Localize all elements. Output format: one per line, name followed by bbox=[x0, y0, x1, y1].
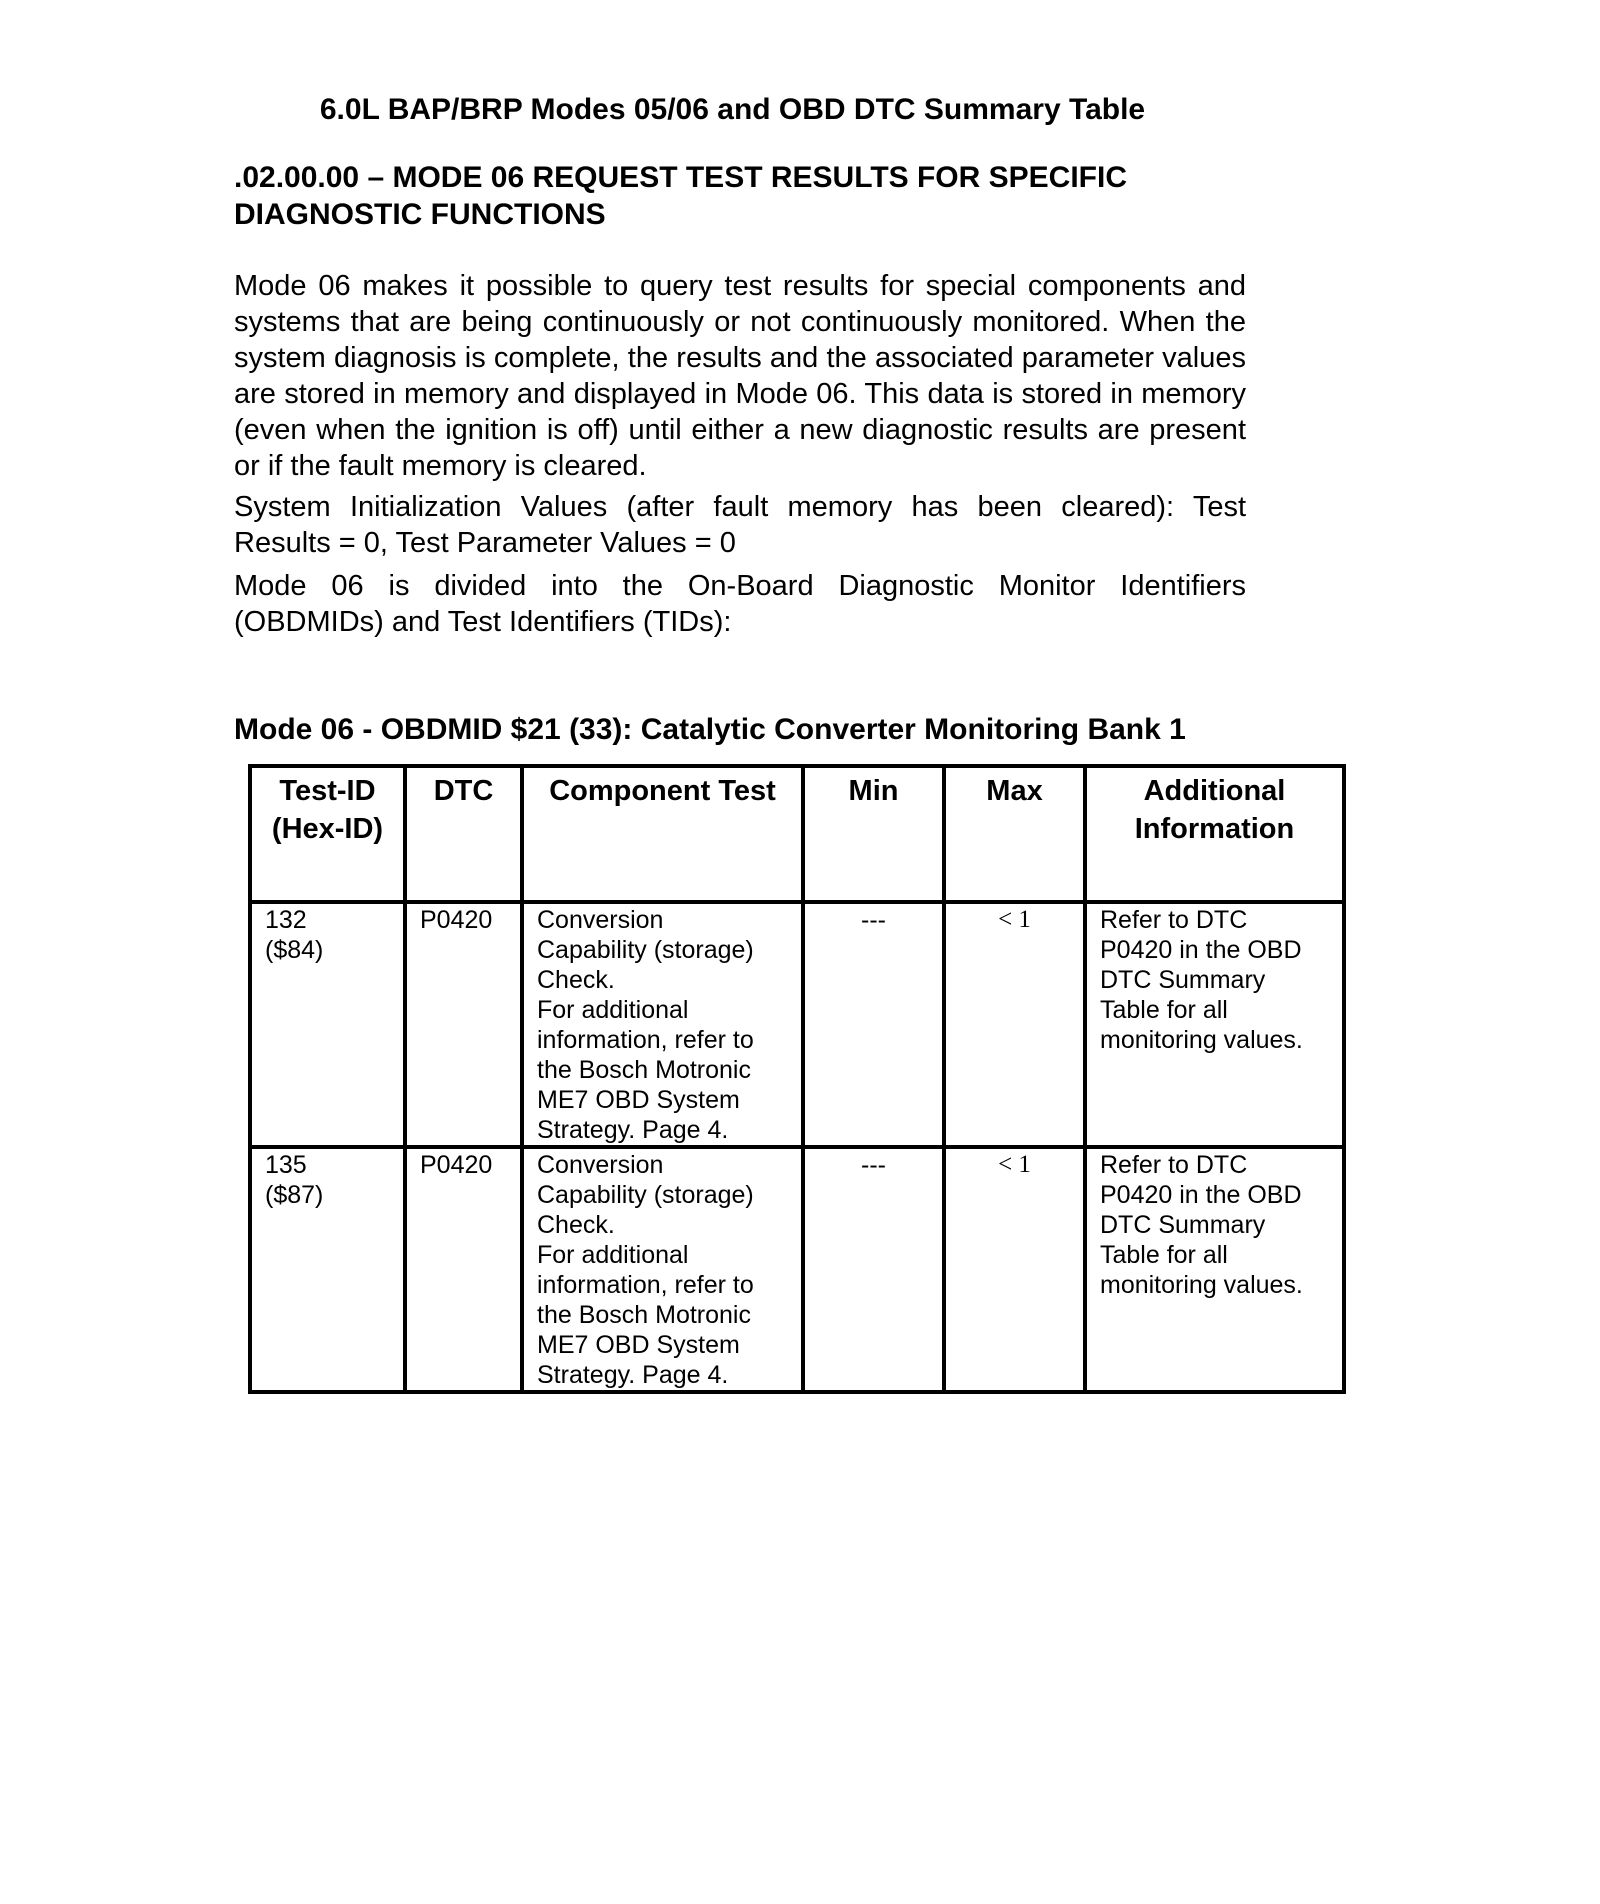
component-test-line: the Bosch Motronic bbox=[537, 1056, 751, 1084]
additional-info-line: Refer to DTC bbox=[1100, 906, 1248, 934]
header-component-test-label: Component Test bbox=[549, 775, 776, 807]
hex-id-value: ($84) bbox=[265, 936, 324, 964]
max-value: < 1 bbox=[998, 906, 1031, 933]
component-test-line: ME7 OBD System bbox=[537, 1086, 740, 1114]
test-results-table bbox=[248, 764, 1346, 1394]
header-test-id-line: Test-ID bbox=[279, 775, 376, 807]
max-cell bbox=[944, 902, 1085, 1147]
header-test-id bbox=[250, 766, 405, 902]
component-test-line: Conversion bbox=[537, 1151, 664, 1179]
document-title: 6.0L BAP/BRP Modes 05/06 and OBD DTC Summary Table bbox=[319, 93, 1146, 126]
additional-info-cell bbox=[1085, 902, 1344, 1147]
component-test-line: For additional bbox=[537, 996, 689, 1024]
component-test-line: For additional bbox=[537, 1241, 689, 1269]
max-cell bbox=[944, 1147, 1085, 1392]
additional-info-line: P0420 in the OBD bbox=[1100, 1181, 1302, 1209]
header-additional-line: Additional bbox=[1143, 775, 1286, 807]
additional-info-line: monitoring values. bbox=[1100, 1271, 1303, 1299]
test-id-cell bbox=[250, 1147, 405, 1392]
dtc-cell bbox=[405, 902, 522, 1147]
additional-info-line: Table for all bbox=[1100, 1241, 1228, 1269]
test-id-value: 135 bbox=[265, 1151, 307, 1179]
header-max bbox=[944, 766, 1085, 902]
additional-info-line: Table for all bbox=[1100, 996, 1228, 1024]
header-additional-information bbox=[1085, 766, 1344, 902]
component-test-line: Conversion bbox=[537, 906, 664, 934]
component-test-line: the Bosch Motronic bbox=[537, 1301, 751, 1329]
header-component-test bbox=[522, 766, 803, 902]
test-id-cell bbox=[250, 902, 405, 1147]
table-caption: Mode 06 - OBDMID $21 (33): Catalytic Converter Monitoring Bank 1 bbox=[234, 713, 1186, 746]
component-test-line: information, refer to bbox=[537, 1271, 754, 1299]
header-max-label: Max bbox=[986, 775, 1043, 807]
max-value: < 1 bbox=[998, 1151, 1031, 1178]
header-hex-id-line: (Hex-ID) bbox=[271, 813, 384, 845]
min-value: --- bbox=[861, 906, 886, 934]
intro-paragraph: Mode 06 makes it possible to query test results for special components and systems that are being continuously or not continuously monitored. When the system diagnosis is complete, the results and the associated parameter values are stored in memory and displayed in Mode 06. This data is stored in memory (even when the ignition is off) until either a new diagnostic results are present or if the fault memory is cleared. bbox=[234, 270, 1246, 482]
additional-info-line: monitoring values. bbox=[1100, 1026, 1303, 1054]
table-header-row bbox=[250, 766, 1344, 902]
test-id-value: 132 bbox=[265, 906, 307, 934]
component-test-cell bbox=[522, 1147, 803, 1392]
dtc-value: P0420 bbox=[420, 1151, 493, 1179]
header-min bbox=[803, 766, 944, 902]
header-information-line: Information bbox=[1134, 813, 1295, 845]
mode06-division-paragraph: Mode 06 is divided into the On-Board Diagnostic Monitor Identifiers (OBDMIDs) and Test Identifiers (TIDs): bbox=[234, 570, 1246, 638]
component-test-line: Capability (storage) bbox=[537, 1181, 754, 1209]
min-value: --- bbox=[861, 1151, 886, 1179]
table-row bbox=[250, 902, 1344, 1147]
additional-info-line: DTC Summary bbox=[1100, 1211, 1266, 1239]
component-test-line: Check. bbox=[537, 1211, 615, 1239]
section-heading: .02.00.00 – MODE 06 REQUEST TEST RESULTS FOR SPECIFIC DIAGNOSTIC FUNCTIONS bbox=[234, 161, 1127, 231]
additional-info-line: DTC Summary bbox=[1100, 966, 1266, 994]
component-test-line: Strategy. Page 4. bbox=[537, 1361, 729, 1389]
hex-id-value: ($87) bbox=[265, 1181, 324, 1209]
min-cell bbox=[803, 902, 944, 1147]
component-test-cell bbox=[522, 902, 803, 1147]
component-test-line: ME7 OBD System bbox=[537, 1331, 740, 1359]
additional-info-line: Refer to DTC bbox=[1100, 1151, 1248, 1179]
component-test-line: information, refer to bbox=[537, 1026, 754, 1054]
additional-info-cell bbox=[1085, 1147, 1344, 1392]
dtc-value: P0420 bbox=[420, 906, 493, 934]
initialization-paragraph: System Initialization Values (after fault memory has been cleared): Test Results = 0, Test Parameter Values = 0 bbox=[234, 491, 1246, 559]
header-dtc-label: DTC bbox=[433, 775, 494, 807]
additional-info-line: P0420 in the OBD bbox=[1100, 936, 1302, 964]
header-dtc bbox=[405, 766, 522, 902]
component-test-line: Strategy. Page 4. bbox=[537, 1116, 729, 1144]
dtc-cell bbox=[405, 1147, 522, 1392]
header-min-label: Min bbox=[848, 775, 899, 807]
component-test-line: Capability (storage) bbox=[537, 936, 754, 964]
table-row bbox=[250, 1147, 1344, 1392]
min-cell bbox=[803, 1147, 944, 1392]
component-test-line: Check. bbox=[537, 966, 615, 994]
